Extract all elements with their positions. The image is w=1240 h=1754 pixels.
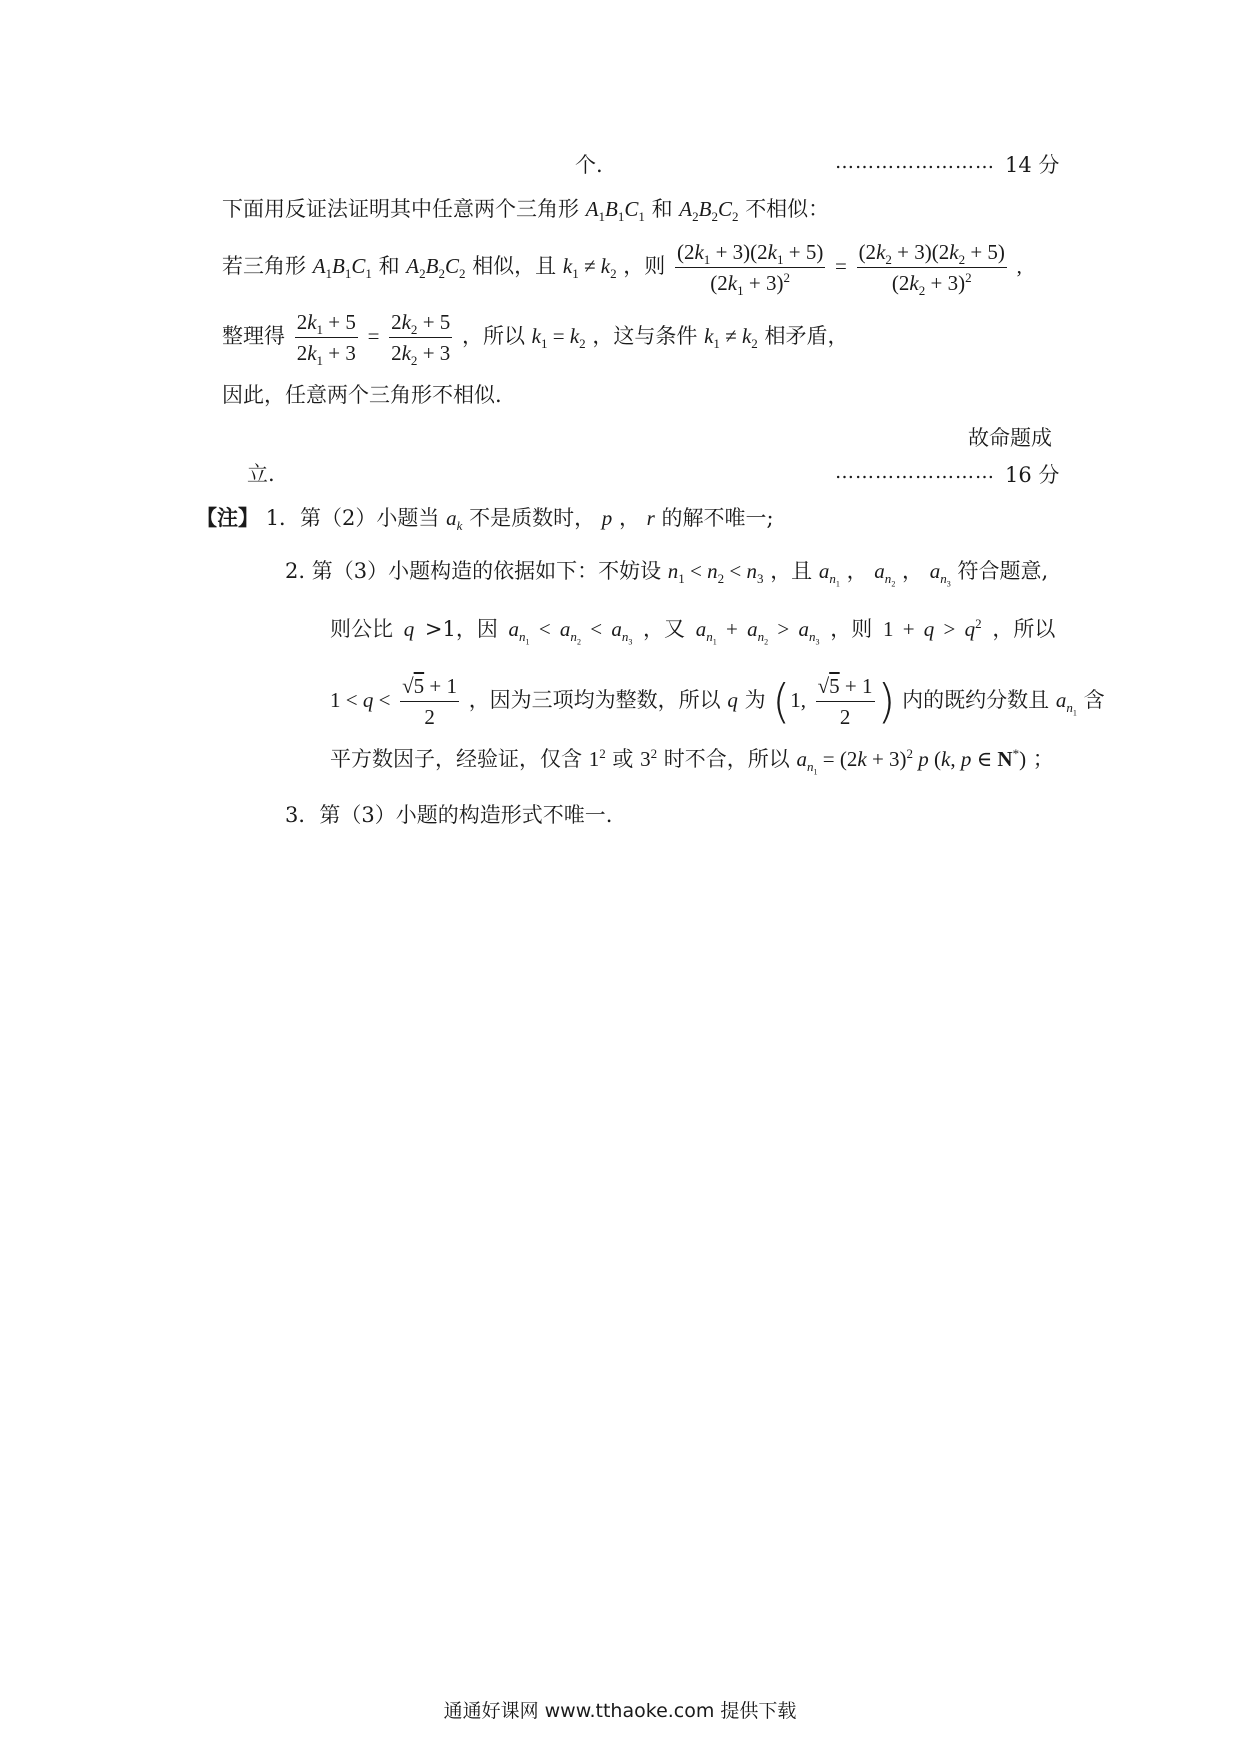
math-expr: $1 + q > q^2$ xyxy=(882,616,982,641)
math-var: q xyxy=(727,688,738,712)
note-text: 1．第（2）小题当 xyxy=(265,506,440,530)
fraction-left: $\frac{2k_1 + 5}{2k_1 + 3}$ xyxy=(296,310,356,369)
math-expr: 1 < q < xyxy=(330,688,391,712)
note-3: 3．第（3）小题的构造形式不唯一. xyxy=(285,803,613,827)
math-expr: $a_{n_1} < a_{n_2} < a_{n_3}$ xyxy=(508,617,633,647)
proof-line-1 xyxy=(575,150,603,180)
proof-line-3 xyxy=(222,238,1022,297)
math-expr: $1^2$ xyxy=(588,746,606,771)
proof-text: 相似，且 xyxy=(472,254,557,278)
note-text: 符合题意, xyxy=(957,559,1049,583)
proof-line-2 xyxy=(222,194,829,224)
math-var: r xyxy=(646,506,655,530)
fraction-sqrt5: $\frac{√5 + 1}{2}$ xyxy=(402,674,457,729)
fraction-right: $\frac{(2k_2 + 3)(2k_2 + 5)}{(2k_2 + 3)^2}$ xyxy=(858,240,1005,299)
note-2-line-1 xyxy=(285,556,1049,589)
math-expr: $A_1B_1C_1$ xyxy=(585,197,645,225)
note-text: ，又 xyxy=(643,617,686,641)
math-expr: $k_1 \ne k_2$ xyxy=(704,324,758,352)
note-text: ， xyxy=(846,559,868,583)
math-expr: $3^2$ xyxy=(640,746,658,771)
proof-line-7: 立. xyxy=(247,462,275,486)
proof-line-6: 故命题成 xyxy=(968,426,1052,450)
note-text: 则公比 xyxy=(330,617,393,641)
math-expr: $A_2B_2C_2$ xyxy=(406,254,466,282)
math-var: q xyxy=(403,617,415,641)
note-text: 的解不唯一; xyxy=(661,506,774,530)
fraction-right: $\frac{2k_2 + 5}{2k_2 + 3}$ xyxy=(391,310,451,369)
proof-text: 和 xyxy=(651,197,673,221)
proof-text: 和 xyxy=(378,254,400,278)
footer-text: 通通好课网 www.tthaoke.com 提供下载 xyxy=(443,1700,797,1722)
note-2-line-3 xyxy=(330,672,1105,731)
note-text: ，因为三项均为整数，所以 xyxy=(468,688,721,712)
math-expr: $A_1B_1C_1$ xyxy=(312,254,372,282)
score-leader-dots: …………………… xyxy=(835,151,995,173)
right-paren: ) xyxy=(877,674,896,729)
math-expr: $a_{n_1}$ xyxy=(1055,688,1077,718)
note-1 xyxy=(196,503,774,533)
math-expr: $a_k$ xyxy=(446,506,463,534)
fraction-left: $\frac{(2k_1 + 3)(2k_1 + 5)}{(2k_1 + 3)^2}$ xyxy=(676,240,824,299)
proof-text: ，则 xyxy=(623,254,666,278)
math-expr: $A_2B_2C_2$ xyxy=(679,197,739,225)
proof-text: 相矛盾， xyxy=(764,324,849,348)
proof-line-5: 因此，任意两个三角形不相似. xyxy=(222,383,502,407)
comma: , xyxy=(1016,254,1022,278)
note-text: 时不合，所以 xyxy=(663,747,790,771)
equals-sign: = xyxy=(367,324,380,348)
score-label: 16 分 xyxy=(1005,463,1060,487)
proof-text: 下面用反证法证明其中任意两个三角形 xyxy=(222,197,579,221)
note-text: 内的既约分数且 xyxy=(902,688,1050,712)
equals-sign: = xyxy=(835,254,847,278)
math-expr: $a_{n_1}$ xyxy=(818,559,840,589)
math-expr: $k_1 \ne k_2$ xyxy=(562,254,617,282)
note-text: 或 xyxy=(612,747,634,771)
note-text: 为 xyxy=(744,688,766,712)
note-text: 2. 第（3）小题构造的依据如下：不妨设 xyxy=(285,559,662,583)
math-expr: $a_{n_1} = (2k + 3)^2$ p (k, p ∈ N*) xyxy=(796,746,1027,777)
fraction-sqrt5: $\frac{√5 + 1}{2}$ xyxy=(817,674,873,729)
score-label: 14 分 xyxy=(1005,153,1060,177)
score-leader-dots: …………………… xyxy=(835,461,995,483)
note-text: ， xyxy=(618,506,640,530)
math-expr: $n_1 < n_2 < n_3$ xyxy=(667,559,764,587)
proof-text: ，所以 xyxy=(461,324,525,348)
note-text: >1，因 xyxy=(424,617,498,641)
proof-line-4 xyxy=(222,308,848,367)
proof-text: 整理得 xyxy=(222,324,285,348)
math-expr: $a_{n_3}$ xyxy=(929,559,951,589)
note-text: ，则 xyxy=(830,617,873,641)
note-text: 含 xyxy=(1083,688,1105,712)
math-expr: $a_{n_1} + a_{n_2} > a_{n_3}$ xyxy=(695,617,820,647)
note-text: ，且 xyxy=(770,559,813,583)
math-expr: $k_1 = k_2$ xyxy=(531,324,586,352)
note-2-line-4 xyxy=(330,744,1054,777)
interval-start: 1, xyxy=(790,688,806,712)
math-var: p xyxy=(601,506,613,530)
proof-text: 不相似： xyxy=(745,197,830,221)
left-paren: ( xyxy=(772,674,791,729)
proof-text: 个. xyxy=(575,153,603,177)
note-text: ， xyxy=(902,559,924,583)
note-text: 不是质数时， xyxy=(469,506,596,530)
note-tag: 【注】 xyxy=(196,505,259,530)
proof-text: 若三角形 xyxy=(222,254,306,278)
proof-text: ，这与条件 xyxy=(592,324,698,348)
note-text: ，所以 xyxy=(992,617,1056,641)
note-text: 平方数因子，经验证，仅含 xyxy=(330,747,582,771)
note-text: ； xyxy=(1032,747,1054,771)
math-expr: $a_{n_2}$ xyxy=(874,559,896,589)
note-2-line-2 xyxy=(330,614,1056,647)
